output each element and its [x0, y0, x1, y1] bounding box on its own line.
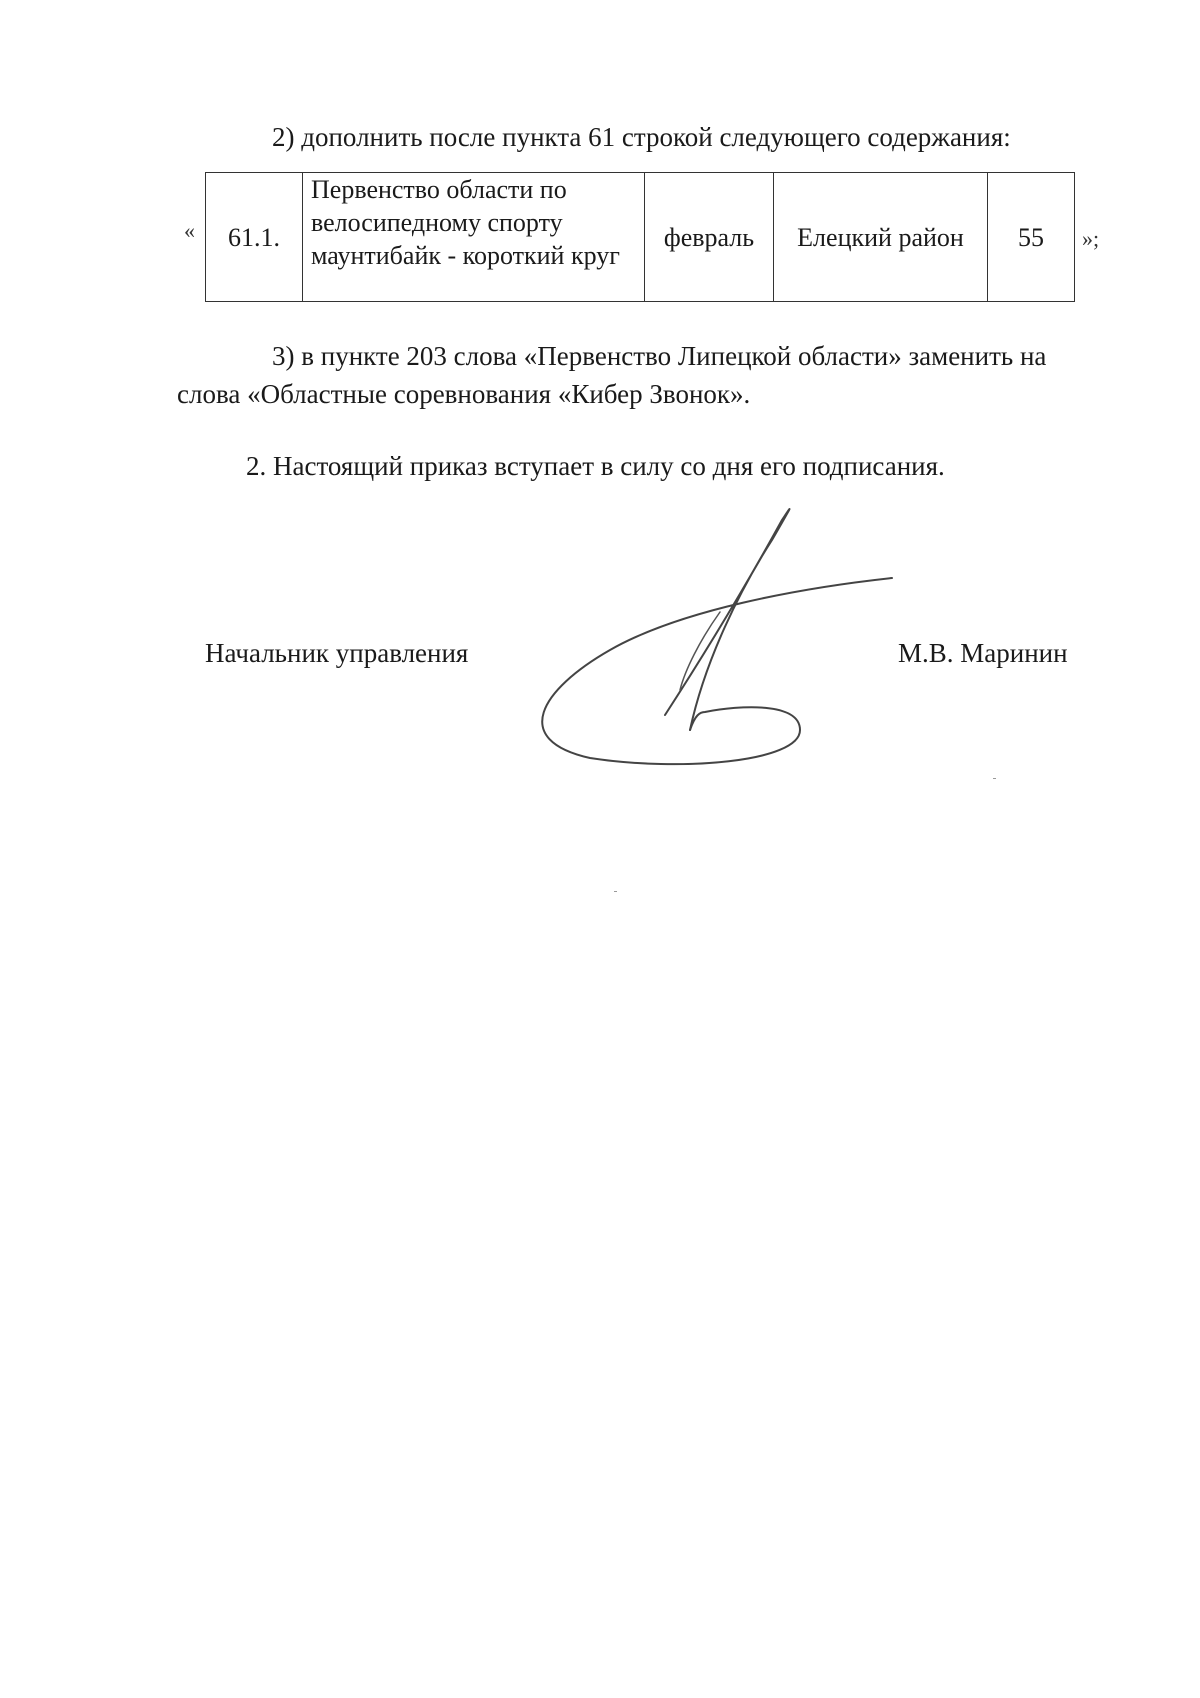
scan-speck — [993, 778, 996, 779]
effective-clause: 2. Настоящий приказ вступает в силу со дня его подписания. — [246, 451, 945, 481]
item-2-text: 2) дополнить после пункта 61 строкой следующего содержания: — [272, 122, 1011, 152]
row-number: 61.1. — [206, 173, 303, 302]
event-place: Елецкий район — [774, 173, 988, 302]
event-month: февраль — [645, 173, 774, 302]
item-3-line-2: слова «Областные соревнования «Кибер Звонок». — [177, 379, 751, 409]
signatory-name: М.В. Маринин — [898, 638, 1068, 668]
scan-speck — [614, 891, 617, 892]
participant-count: 55 — [988, 173, 1075, 302]
close-quote: »; — [1082, 226, 1100, 251]
open-quote: « — [184, 218, 195, 243]
item-3-line-1: 3) в пункте 203 слова «Первенство Липецкой области» заменить на — [272, 341, 1047, 371]
event-name: Первенство области по велосипедному спорту маунтибайк - короткий круг — [303, 173, 645, 302]
signatory-title: Начальник управления — [205, 638, 469, 668]
